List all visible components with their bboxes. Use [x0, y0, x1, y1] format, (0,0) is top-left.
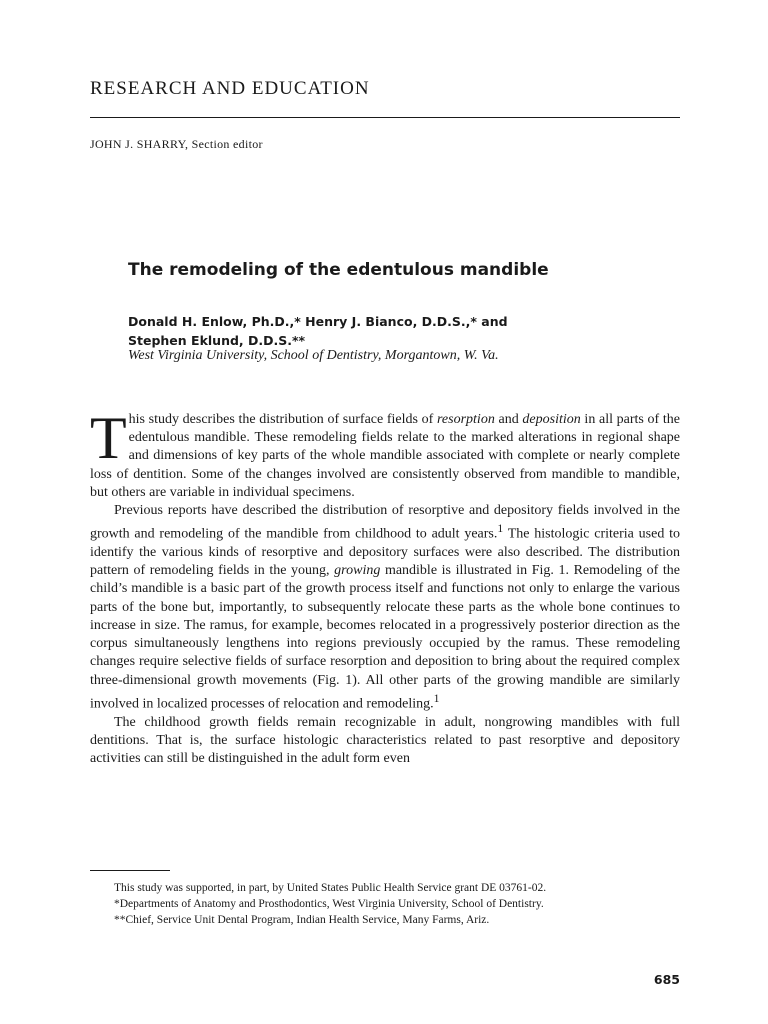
- footnote-rule: [90, 870, 170, 871]
- emphasis-growing: growing: [334, 563, 381, 579]
- paragraph-2: Previous reports have described the distribution of resorptive and depository fields involved in the growth and remodeling of the mandible from childhood to adult years.$^1$ The histologic criteria used to identify the various kinds of resorptive and depository surfaces were also described. The distribution pattern of remodeling fields in the young, growing mandible is illustrated in Fig. 1. Remodeling of the child’s mandible is a basic part of the growth process itself and functions not only to enlarge the various parts of the bone but, importantly, to subsequently relocate these parts as the whole bone continues to increase in size. The ramus, for example, becomes relocated in a progressively posterior direction as the corpus simultaneously lengthens into regions previously occupied by the ramus. These remodeling changes require selective fields of surface resorption and deposition to bring about the required complex three-dimensional growth movements (Fig. 1). All other parts of the growing mandible are similarly involved in localized processes of relocation and remodeling.$^1$: [90, 503, 681, 712]
- reference-mark: 1: [497, 522, 504, 536]
- authors-line-1: Donald H. Enlow, Ph.D.,* Henry J. Bianco, D.D.S.,* and: [128, 314, 508, 329]
- authors: [128, 312, 508, 350]
- page-number: 685: [653, 972, 680, 987]
- section-editor-line: [90, 137, 263, 152]
- article-title: The remodeling of the edentulous mandible: [128, 260, 549, 280]
- editor-role: Section editor: [191, 137, 263, 151]
- footnotes: [90, 880, 680, 928]
- editor-name: JOHN J. SHARRY,: [90, 137, 189, 151]
- emphasis-resorption: resorption: [437, 412, 495, 427]
- article-body: [90, 405, 681, 768]
- heading-rule: [90, 117, 680, 118]
- footnote-affiliation-1: *Departments of Anatomy and Prosthodontics, West Virginia University, School of Dentistry.: [114, 898, 544, 910]
- paragraph-3: The childhood growth fields remain recognizable in adult, nongrowing mandibles with full dentitions. That is, the surface histologic characteristics related to past resorptive and depository activities can still be distinguished in the adult form even: [90, 714, 680, 766]
- affiliation: West Virginia University, School of Dentistry, Morgantown, W. Va.: [128, 348, 499, 363]
- authors-line-2: Stephen Eklund, D.D.S.**: [128, 333, 306, 348]
- emphasis-deposition: deposition: [522, 412, 581, 427]
- drop-cap: T: [90, 405, 127, 471]
- paragraph-1: This study describes the distribution of surface fields of resorption and deposition in all parts of the edentulous mandible. These remodeling fields relate to the marked alterations in regional shape and dimensions of key parts of the whole mandible associated with complete or nearly complete loss of dentition. Some of the changes involved are consistently observed from mandible to mandible, but others are variable in individual specimens.: [90, 405, 680, 500]
- footnote-funding: This study was supported, in part, by United States Public Health Service grant DE 03761-02.: [114, 882, 547, 894]
- footnote-affiliation-2: **Chief, Service Unit Dental Program, Indian Health Service, Many Farms, Ariz.: [114, 914, 490, 926]
- section-heading: RESEARCH AND EDUCATION: [90, 78, 370, 99]
- reference-mark: 1: [433, 691, 440, 705]
